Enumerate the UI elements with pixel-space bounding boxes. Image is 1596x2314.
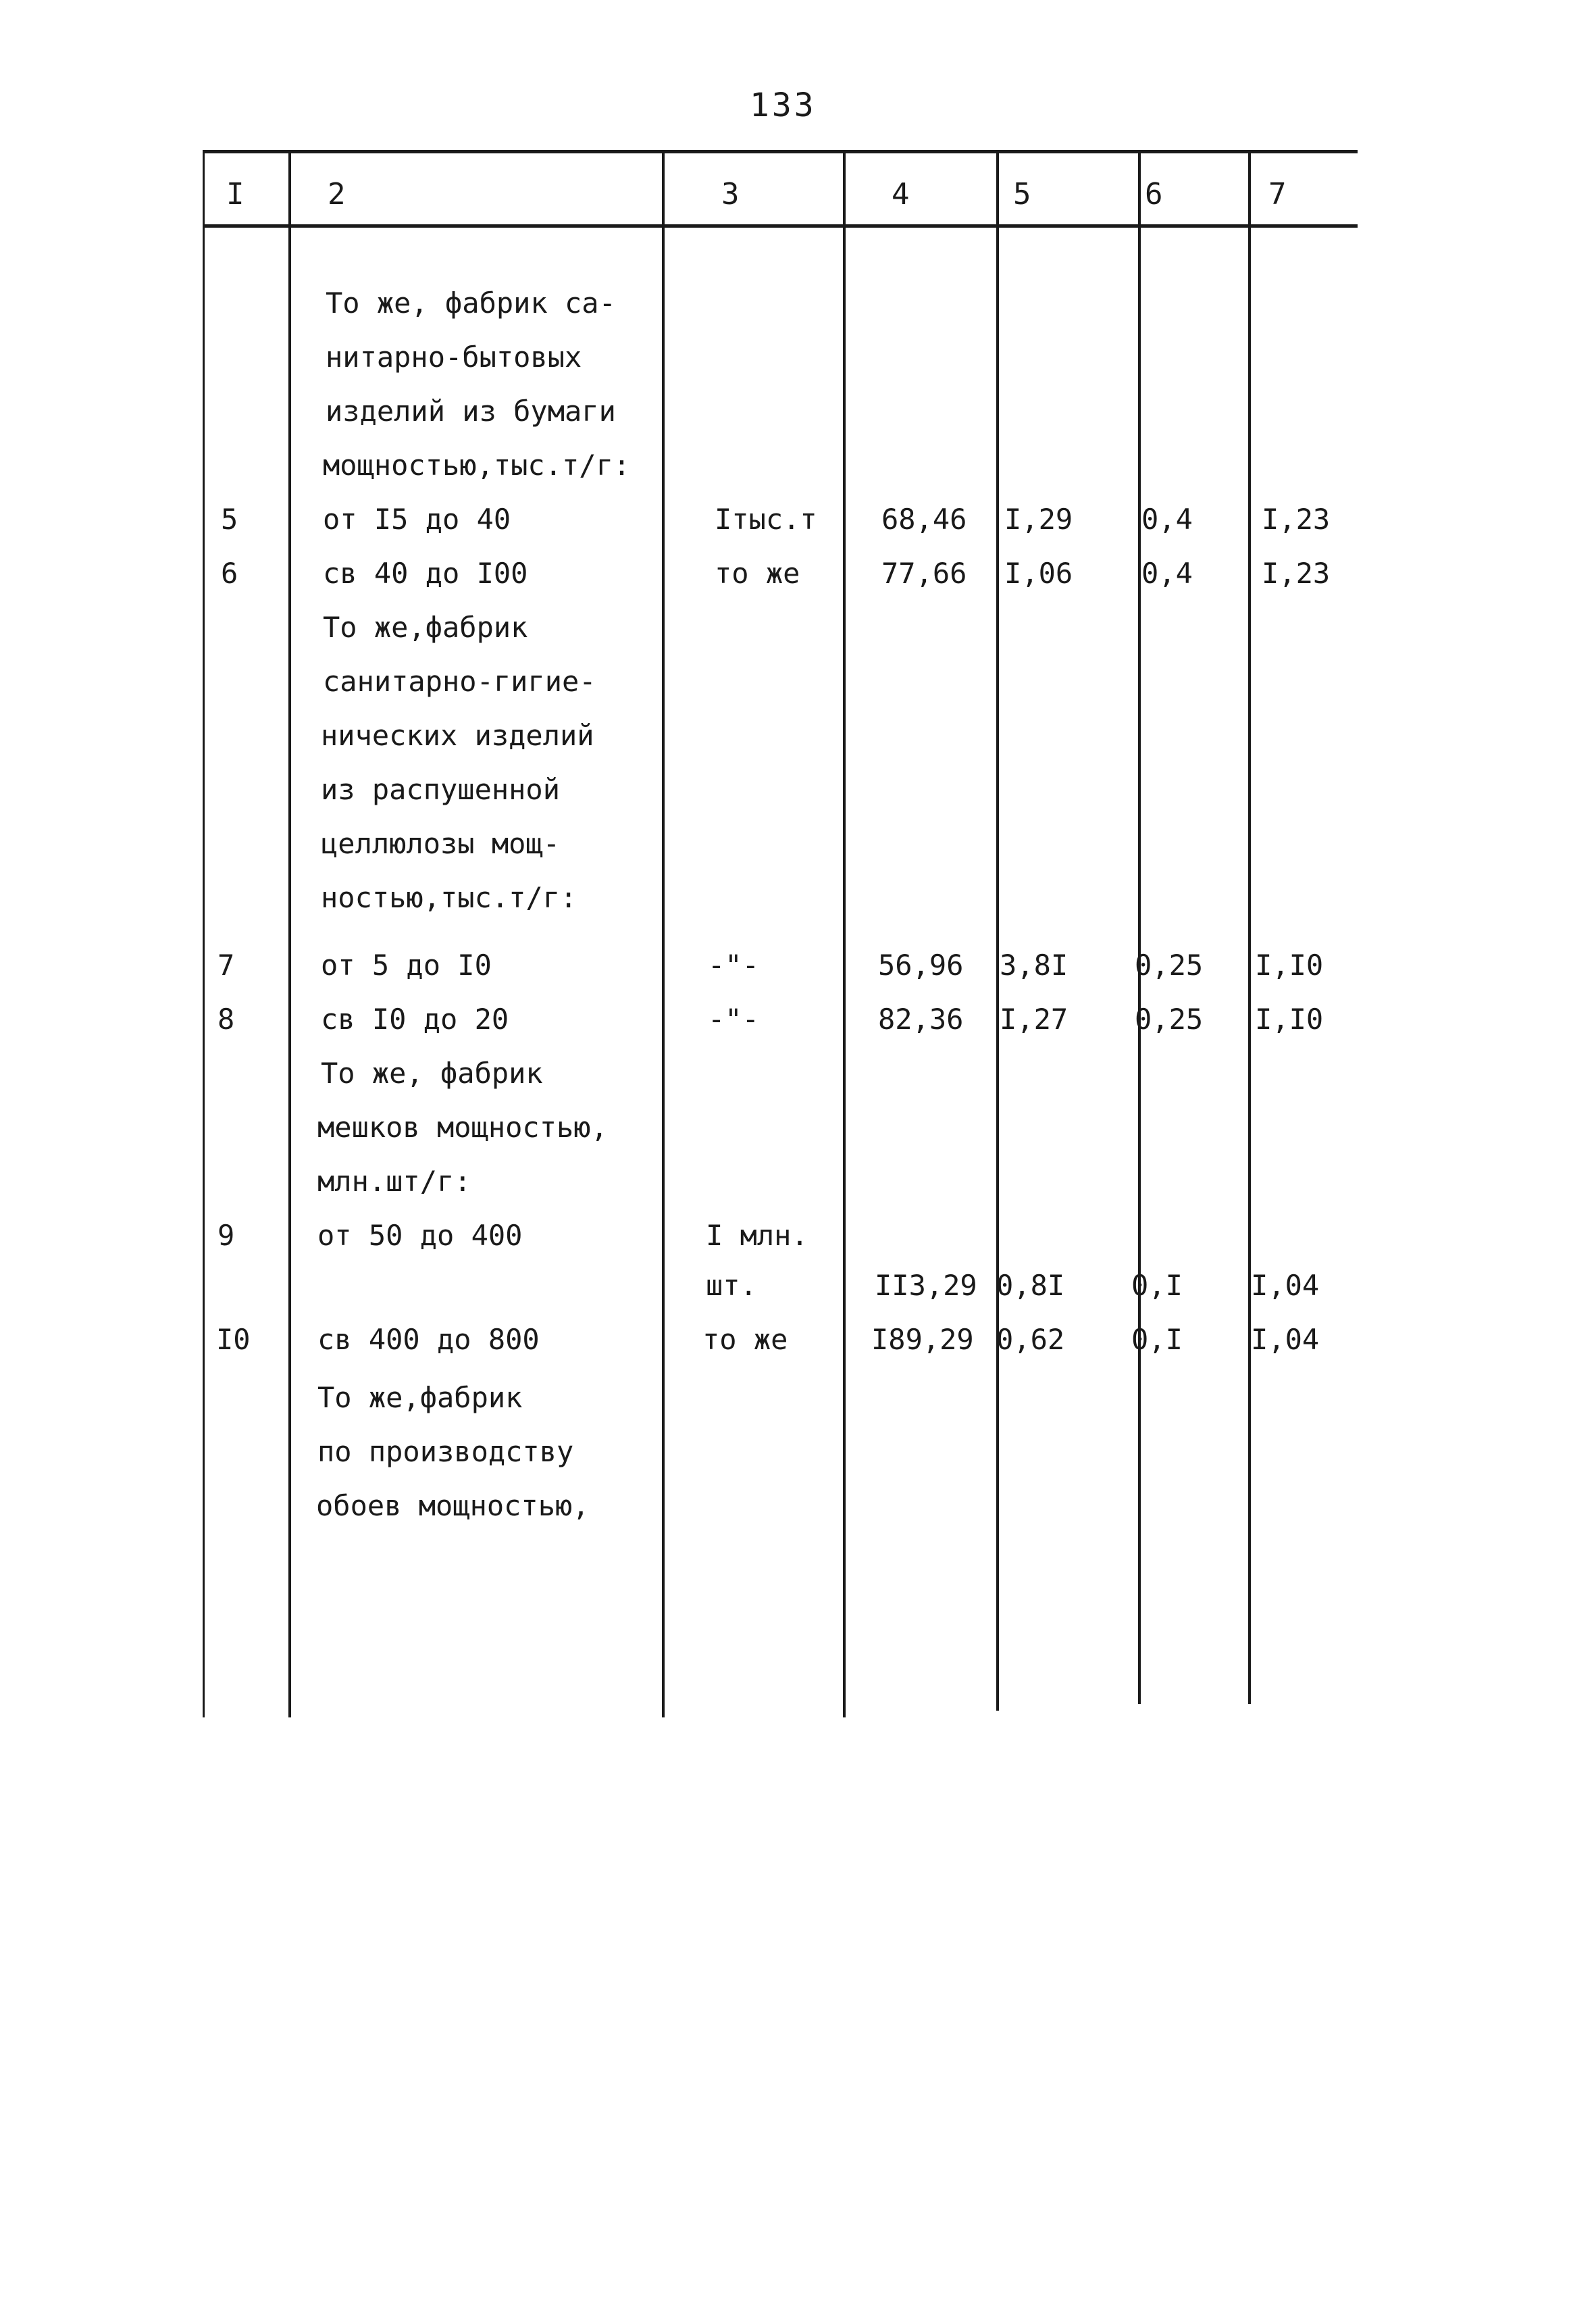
- row-number: 6: [221, 557, 238, 590]
- column-divider-5: [996, 150, 999, 1711]
- row-value-col5: 0,8I: [996, 1269, 1065, 1302]
- group-heading-line: обоев мощностью,: [316, 1489, 590, 1522]
- row-unit-continued: шт.: [706, 1269, 757, 1302]
- table-top-rule: [203, 150, 1358, 153]
- row-description: св 400 до 800: [317, 1323, 540, 1356]
- header-col-4: 4: [892, 177, 910, 211]
- row-value-col7: I,04: [1251, 1269, 1320, 1302]
- group-heading-line: То же, фабрик: [321, 1057, 543, 1090]
- row-number: 9: [217, 1219, 235, 1252]
- row-description: св 40 до I00: [323, 557, 528, 590]
- row-number: 8: [217, 1003, 235, 1036]
- row-value-col5: I,29: [1004, 503, 1073, 536]
- row-value-col6: 0,4: [1141, 557, 1193, 590]
- row-value-col7: I,23: [1262, 503, 1331, 536]
- row-unit: -"-: [708, 949, 759, 982]
- row-value-col7: I,23: [1262, 557, 1331, 590]
- group-heading-line: То же,фабрик: [323, 611, 528, 644]
- row-value-col7: I,04: [1251, 1323, 1320, 1356]
- row-unit: Iтыс.т: [715, 503, 817, 536]
- row-unit: I млн.: [706, 1219, 808, 1252]
- row-value-col7: I,I0: [1255, 1003, 1324, 1036]
- column-divider-2: [288, 150, 291, 1717]
- row-value-col6: 0,I: [1131, 1269, 1183, 1302]
- row-value-col6: 0,4: [1141, 503, 1193, 536]
- group-heading-line: санитарно-гигие-: [323, 665, 596, 698]
- header-col-2: 2: [328, 177, 346, 211]
- group-heading-line: То же,фабрик: [317, 1381, 523, 1414]
- row-value-col4: 56,96: [878, 949, 964, 982]
- header-col-6: 6: [1145, 177, 1163, 211]
- column-divider-7: [1248, 150, 1251, 1704]
- group-heading-line: То же, фабрик са-: [326, 286, 616, 320]
- row-value-col6: 0,I: [1131, 1323, 1183, 1356]
- row-number: I0: [216, 1323, 251, 1356]
- row-value-col4: 68,46: [881, 503, 967, 536]
- group-heading-line: нитарно-бытовых: [326, 341, 582, 374]
- column-divider-3: [662, 150, 665, 1717]
- row-description: от 5 до I0: [321, 949, 492, 982]
- header-bottom-rule: [203, 224, 1358, 228]
- row-value-col5: 3,8I: [1000, 949, 1069, 982]
- row-value-col4: 77,66: [881, 557, 967, 590]
- row-value-col6: 0,25: [1135, 949, 1204, 982]
- row-unit: то же: [702, 1323, 788, 1356]
- row-value-col4: I89,29: [871, 1323, 974, 1356]
- row-value-col5: I,06: [1004, 557, 1073, 590]
- row-description: св I0 до 20: [321, 1003, 509, 1036]
- row-description: от I5 до 40: [323, 503, 511, 536]
- row-value-col7: I,I0: [1255, 949, 1324, 982]
- group-heading-line: по производству: [317, 1435, 574, 1468]
- row-description: от 50 до 400: [317, 1219, 523, 1252]
- column-divider-1: [203, 150, 205, 1717]
- group-heading-line: изделий из бумаги: [326, 395, 616, 428]
- group-heading-line: млн.шт/г:: [317, 1165, 471, 1198]
- header-col-3: 3: [721, 177, 740, 211]
- header-col-7: 7: [1268, 177, 1287, 211]
- column-divider-4: [843, 150, 846, 1717]
- row-unit: -"-: [708, 1003, 759, 1036]
- group-heading-line: ностью,тыс.т/г:: [321, 881, 577, 914]
- group-heading-line: из распушенной: [321, 773, 561, 806]
- header-col-5: 5: [1013, 177, 1031, 211]
- row-value-col4: II3,29: [875, 1269, 977, 1302]
- row-number: 7: [217, 949, 235, 982]
- group-heading-line: целлюлозы мощ-: [321, 827, 561, 860]
- column-divider-6: [1138, 150, 1141, 1704]
- row-number: 5: [221, 503, 238, 536]
- header-col-1: I: [226, 177, 244, 211]
- row-value-col4: 82,36: [878, 1003, 964, 1036]
- group-heading-line: нических изделий: [321, 719, 594, 752]
- row-value-col6: 0,25: [1135, 1003, 1204, 1036]
- row-unit: то же: [715, 557, 800, 590]
- page-number: 133: [750, 86, 817, 124]
- group-heading-line: мощностью,тыс.т/г:: [323, 449, 631, 482]
- row-value-col5: 0,62: [996, 1323, 1065, 1356]
- row-value-col5: I,27: [1000, 1003, 1069, 1036]
- group-heading-line: мешков мощностью,: [317, 1111, 608, 1144]
